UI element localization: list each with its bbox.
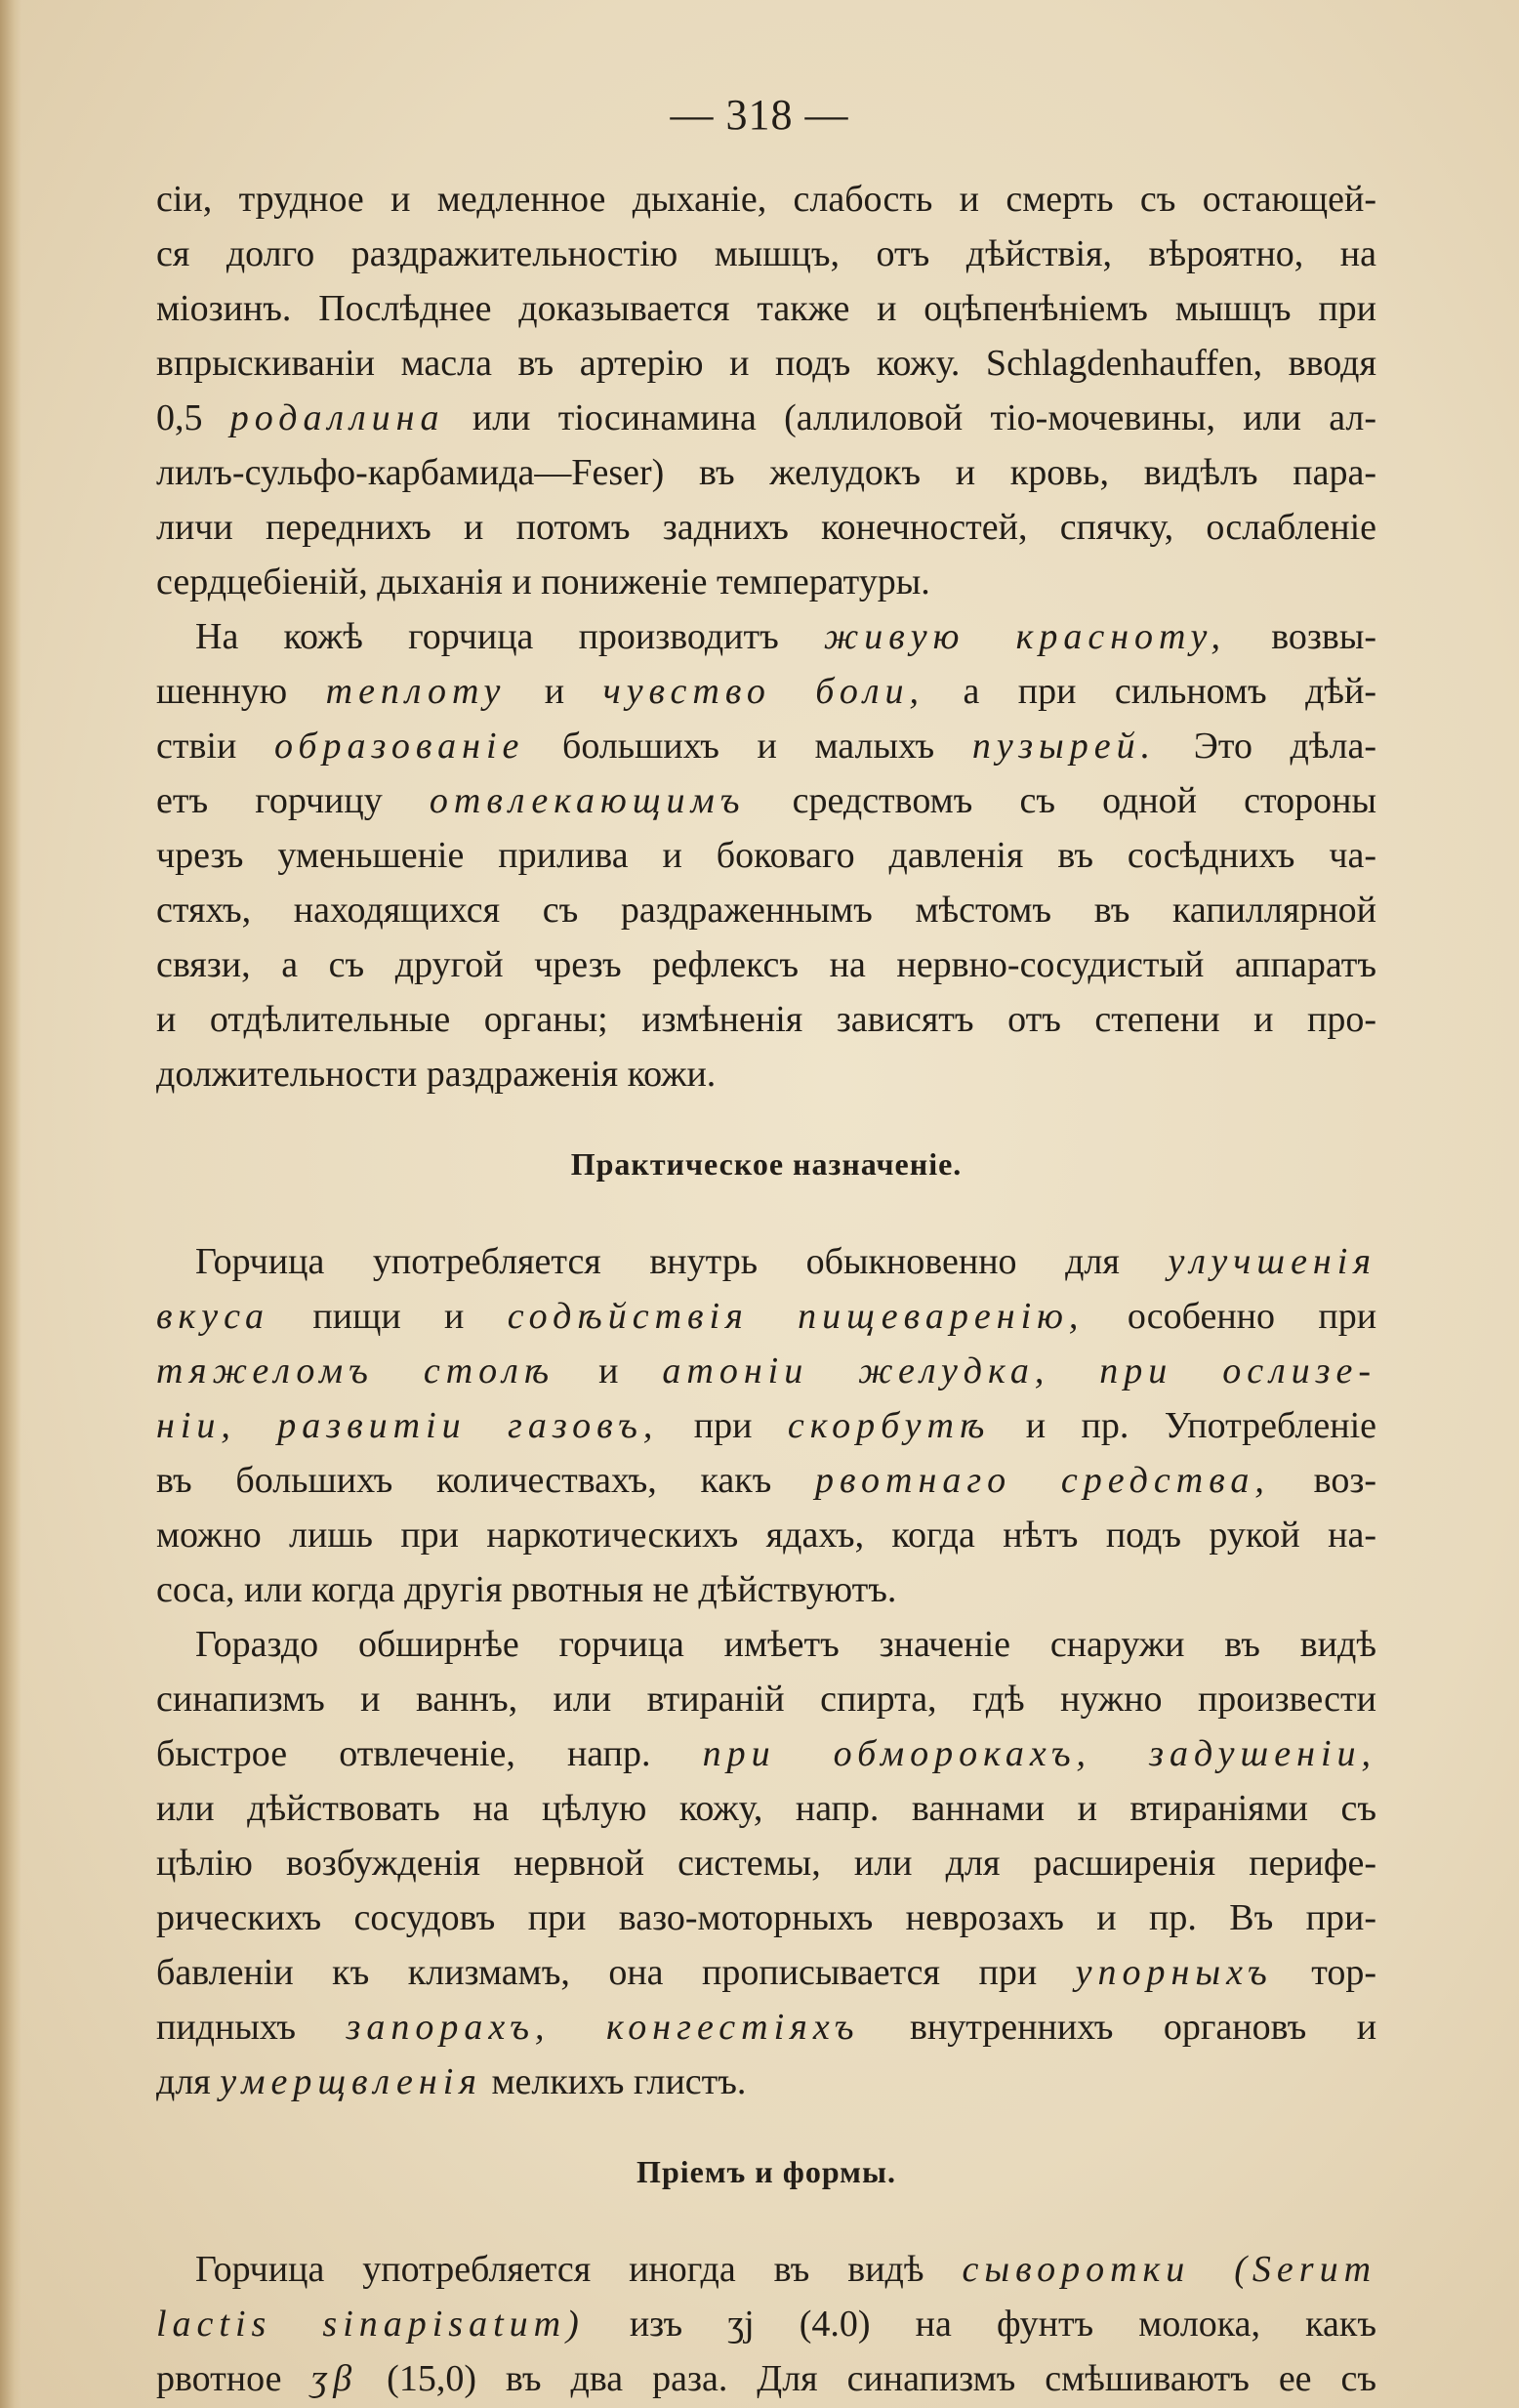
text-run: Горчица употребляется иногда въ видѣ [195,2249,924,2290]
section-heading: Практическое назначеніе. [570,1146,963,1182]
text-line: или дѣйствовать на цѣлую кожу, напр. ваннами и втираніями съ [156,1788,1376,1829]
spacer [156,1191,1376,1234]
text-run: На кожѣ горчица производитъ [195,616,779,657]
emphasis-text: упорныхъ [1075,1952,1273,1993]
emphasis-text: ʒβ [310,2358,358,2399]
text-line [156,2242,1376,2297]
text-line [156,773,1376,828]
text-run: а при сильномъ дѣй- [963,671,1377,712]
text-run: тор- [1311,1952,1377,1993]
emphasis-text: запорахъ, конгестіяхъ [346,2007,860,2048]
text-run: Это дѣла- [1193,726,1377,767]
text-line [156,1344,1376,1398]
emphasis-text: рвотнаго средства, [815,1460,1270,1501]
text-run: изъ ʒj (4.0) на фунтъ молока, какъ [629,2304,1376,2345]
text-line [156,1726,1376,1781]
text-line: сердцебіеній, дыханія и пониженіе температуры. [156,561,930,602]
text-line: стяхъ, находящихся съ раздраженнымъ мѣстомъ въ капиллярной [156,890,1376,931]
text-run: средствомъ съ одной стороны [792,780,1376,821]
emphasis-text: содѣйствія пищеваренію, [507,1296,1085,1337]
text-run: и пр. Употребленіе [1025,1405,1377,1446]
text-line: и отдѣлительные органы; измѣненія зависятъ отъ степени и про- [156,999,1376,1040]
text-line: должительности раздраженія кожи. [156,1054,717,1095]
text-run: быстрое отвлеченіе, напр. [156,1733,651,1774]
text-line [156,1453,1376,1508]
text-line [156,2055,1376,2109]
emphasis-text: образованіе [273,726,525,767]
text-line: чрезъ уменьшеніе прилива и боковаго давленія въ сосѣднихъ ча- [156,835,1376,876]
text-run: или тіосинамина (аллиловой тіо-мочевины, или ал- [472,397,1377,438]
text-run: большихъ и малыхъ [562,726,935,767]
text-run: 0,5 [156,397,203,438]
text-line [156,391,1376,445]
text-line: міозинъ. Послѣднее доказывается также и оцѣпенѣніемъ мышцъ при [156,288,1376,329]
text-run: мелкихъ глистъ. [491,2061,747,2102]
text-run: шенную [156,671,288,712]
text-run: воз- [1313,1460,1377,1501]
section-heading: Пріемъ и формы. [636,2154,896,2189]
text-run: ствіи [156,726,237,767]
page-body [156,172,1376,2406]
text-run: бавленіи къ клизмамъ, она прописывается при [156,1952,1038,1993]
text-line [156,2297,1376,2351]
text-line: соса, или когда другія рвотныя не дѣйствуютъ. [156,1569,897,1610]
text-line: Гораздо обширнѣе горчица имѣетъ значеніе снаружи въ видѣ [195,1624,1376,1665]
spacer [156,2199,1376,2242]
emphasis-text: пузырей. [971,726,1157,767]
text-run: (15,0) въ два раза. Для синапизмъ смѣшиваютъ ее съ [387,2358,1377,2399]
emphasis-text: тяжеломъ столѣ [156,1350,555,1391]
text-line: впрыскиваніи масла въ артерію и подъ кожу. Schlagdenhauffen, вводя [156,343,1376,384]
spacer [156,2109,1376,2144]
emphasis-text: при обморокахъ, задушеніи, [702,1733,1376,1774]
text-line [156,1945,1376,2000]
text-run: пидныхъ [156,2007,297,2048]
emphasis-text: ніи, развитіи газовъ, [156,1405,659,1446]
emphasis-text: умерщвленія [220,2061,482,2102]
text-line: синапизмъ и ваннъ, или втираній спирта, гдѣ нужно произвести [156,1679,1376,1720]
text-line [156,664,1376,719]
text-run: рвотное [156,2358,282,2399]
text-line: рическихъ сосудовъ при вазо-моторныхъ неврозахъ и пр. Въ при- [156,1897,1376,1938]
text-run: Горчица употребляется внутрь обыкновенно для [195,1241,1120,1282]
text-run: особенно при [1127,1296,1377,1337]
text-line: цѣлію возбужденія нервной системы, или для расширенія перифе- [156,1843,1376,1884]
text-run: етъ горчицу [156,780,383,821]
text-line [156,719,1376,773]
text-run: внутреннихъ органовъ и [909,2007,1377,2048]
text-line: личи переднихъ и потомъ заднихъ конечностей, спячку, ослабленіе [156,507,1376,548]
emphasis-text: скорбутѣ [787,1405,991,1446]
text-line: лилъ-сульфо-карбамида—Feser) въ желудокъ и кровь, видѣлъ пара- [156,452,1376,493]
emphasis-text: теплоту [325,671,507,712]
text-line: связи, а съ другой чрезъ рефлексъ на нервно-сосудистый аппаратъ [156,944,1376,985]
text-run: пищи и [312,1296,465,1337]
text-line: сіи, трудное и медленное дыханіе, слабость и смерть съ остающей- [156,179,1376,220]
emphasis-text: lactis sinapisatum) [156,2304,585,2345]
emphasis-text: живую краснoту, [823,616,1227,657]
text-run: при [693,1405,753,1446]
text-line [156,609,1376,664]
emphasis-text: вкуса [156,1296,270,1337]
text-run: возвы- [1271,616,1377,657]
spacer [156,1101,1376,1137]
text-line [156,1234,1376,1289]
text-line [156,1289,1376,1344]
text-run: и [598,1350,619,1391]
text-line: ся долго раздражительностію мышцъ, отъ дѣйствія, вѣроятно, на [156,233,1376,274]
page-edge-shadow [0,0,21,2408]
text-line: можно лишь при наркотическихъ ядахъ, когда нѣтъ подъ рукой на- [156,1515,1376,1556]
emphasis-text: улучшенія [1168,1241,1377,1282]
emphasis-text: чувство боли, [602,671,925,712]
emphasis-text: атоніи желудка, при ослизе- [662,1350,1376,1391]
text-line [156,1398,1376,1453]
text-run: въ большихъ количествахъ, какъ [156,1460,772,1501]
text-run: для [156,2061,211,2102]
text-line [156,2000,1376,2055]
emphasis-text: родаллина [229,397,445,438]
page-number: — 318 — [670,91,849,139]
emphasis-text: сыворотки (Serum [962,2249,1377,2290]
text-line [156,2351,1376,2406]
emphasis-text: отвлекающимъ [429,780,746,821]
text-run: и [544,671,565,712]
